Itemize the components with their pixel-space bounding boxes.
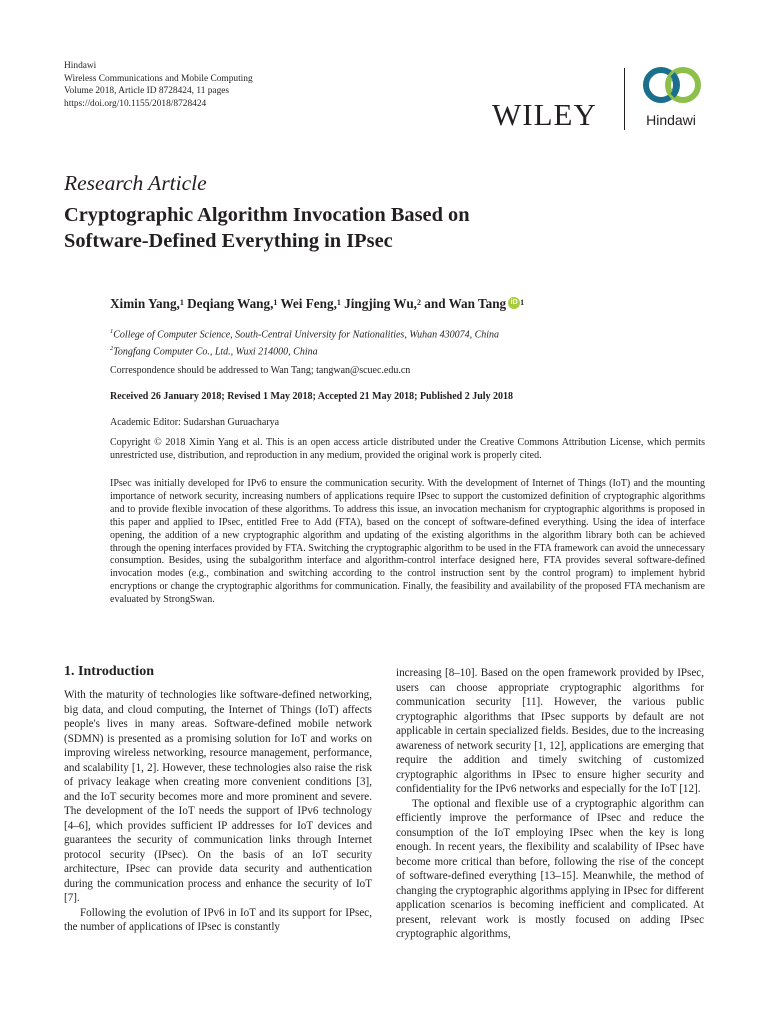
author-affiliation-mark: 2 <box>416 298 421 307</box>
author-list <box>110 295 524 313</box>
orcid-icon[interactable]: iD <box>508 297 520 309</box>
body-column-right <box>396 666 704 942</box>
body-paragraph: Following the evolution of IPv6 in IoT and its support for IPsec, the number of applications of IPsec is constantly <box>64 906 372 933</box>
body-column-left <box>64 688 372 935</box>
body-paragraph: The optional and flexible use of a cryptographic algorithm can efficiently improve the performance of IPsec and reduce the consumption of the IoT employing IPsec when the key is long enough. In recent years, the flexibility and scalability of IPsec have become more critical than before, following the rise of the concept of software-defined everything [13–15]. Meanwhile, the method of changing the cryptographic algorithms applying in IPsec for different application scenarios is becoming inefficient and complicated. At present, relevant work is mostly focused on adding IPsec cryptographic algorithms, <box>396 797 704 940</box>
author-name: Deqiang Wang, <box>187 296 274 311</box>
body-paragraph: With the maturity of technologies like software-defined networking, big data, and cloud computing, the Internet of Things (IoT) affects people's lives in many areas. Software-defined mobile network (SDMN) is presented as a promising solution for IoT and works on improving wireless networking, resource management, performance, and scalability [1, 2]. However, these technologies also raise the risk of privacy leakage when creating more convenient conditions [3], and the IoT security becomes more and more prominent and severe. The development of the IoT needs the support of IPv6 technology [4–6], which provides sufficient IP addresses for IoT devices and guarantees the security of communication links through Internet protocol security (IPsec). On the basis of an IoT security architecture, IPsec can provide data security and authentication during the communication process and enhance the security of IoT [7]. <box>64 689 372 904</box>
affiliation-number: 2 <box>110 344 114 352</box>
affiliation-number: 1 <box>110 328 114 335</box>
wiley-logo: WILEY <box>492 97 597 132</box>
publisher-brand <box>492 62 712 132</box>
affiliation-item <box>110 325 499 342</box>
section-heading: 1. Introduction <box>64 664 154 679</box>
journal-name: Wireless Communications and Mobile Computing <box>64 73 253 84</box>
affiliations <box>110 325 499 359</box>
academic-editor: Academic Editor: Sudarshan Guruacharya <box>110 417 280 428</box>
author-affiliation-mark: 1 <box>273 298 278 307</box>
author-name: Jingjing Wu, <box>344 296 417 311</box>
title-line-1: Cryptographic Algorithm Invocation Based on <box>64 204 470 226</box>
copyright-notice: Copyright © 2018 Ximin Yang et al. This is an open access article distributed under the Creative Commons Attribution License, which permits unrestricted use, distribution, and reproduction in any medium, provided the original work is properly cited. <box>110 437 705 461</box>
affiliation-item <box>110 342 499 359</box>
author-affiliation-mark: 1 <box>179 298 184 307</box>
author-name: and Wan Tang <box>424 296 507 311</box>
affiliation-text: Tongfang Computer Co., Ltd., Wuxi 214000, China <box>113 346 318 358</box>
brand-divider <box>624 68 625 130</box>
hindawi-logo-text: Hindawi <box>646 112 696 128</box>
hindawi-logo-icon <box>639 64 705 106</box>
author-name: Wei Feng, <box>280 296 337 311</box>
author-name: Ximin Yang, <box>110 296 180 311</box>
body-paragraph: increasing [8–10]. Based on the open framework provided by IPsec, users can choose appropriate cryptographic algorithms for communication security [11]. However, the various public cryptographic algorithms that IPsec supports by default are not applicable in certain specialized fields. Besides, due to the increasing awareness of network security [1, 12], applications are emerging that require the addition and timely switching of customized cryptographic algorithms in IPsec to ensure higher security and confidentiality for the IPv6 networks and especially for the IoT [12]. <box>396 667 704 795</box>
volume-line: Volume 2018, Article ID 8728424, 11 pages <box>64 86 230 97</box>
correspondence: Correspondence should be addressed to Wan Tang; tangwan@scuec.edu.cn <box>110 365 411 376</box>
author-affiliation-mark: 1 <box>520 298 525 307</box>
journal-header <box>64 60 253 110</box>
article-type: Research Article <box>64 171 207 195</box>
author-affiliation-mark: 1 <box>336 298 341 307</box>
title-line-2: Software-Defined Everything in IPsec <box>64 229 393 252</box>
article-title <box>64 203 664 254</box>
article-dates: Received 26 January 2018; Revised 1 May 2018; Accepted 21 May 2018; Published 2 July 2018 <box>110 391 514 402</box>
publisher-name: Hindawi <box>64 61 97 71</box>
doi-link[interactable]: https://doi.org/10.1155/2018/8728424 <box>64 98 207 109</box>
abstract: IPsec was initially developed for IPv6 to ensure the communication security. With the development of Internet of Things (IoT) and the mounting importance of network security, increasing numbers of applications require IPsec to support the customized definition of cryptographic algorithms and to provide flexible invocation of these algorithms. To address this issue, an invocation mechanism for cryptographic algorithms is proposed in this paper and applied to IPsec, entitled Free to Add (FTA), based on the concept of software-defined everything. Using the idea of interface opening, the addition of a new cryptographic algorithm and updating of the existing algorithms in the algorithm library both can be achieved through the opening interfaces provided by FTA. Switching the cryptographic algorithm to be used in the FTA framework can avoid the unnecessary consumption. Besides, using the subalgorithm interface and algorithm-control interface designed here, FTA provides several software-defined invocation modes (e.g., combination and switching according to the control instruction sent by the control program) to implement hybrid encryptions or change the cryptographic algorithms for communication. Finally, the feasibility and availability of the proposed FTA mechanism are evaluated by StrongSwan. <box>110 478 705 606</box>
affiliation-text: College of Computer Science, South-Central University for Nationalities, Wuhan 430074, China <box>113 329 500 341</box>
